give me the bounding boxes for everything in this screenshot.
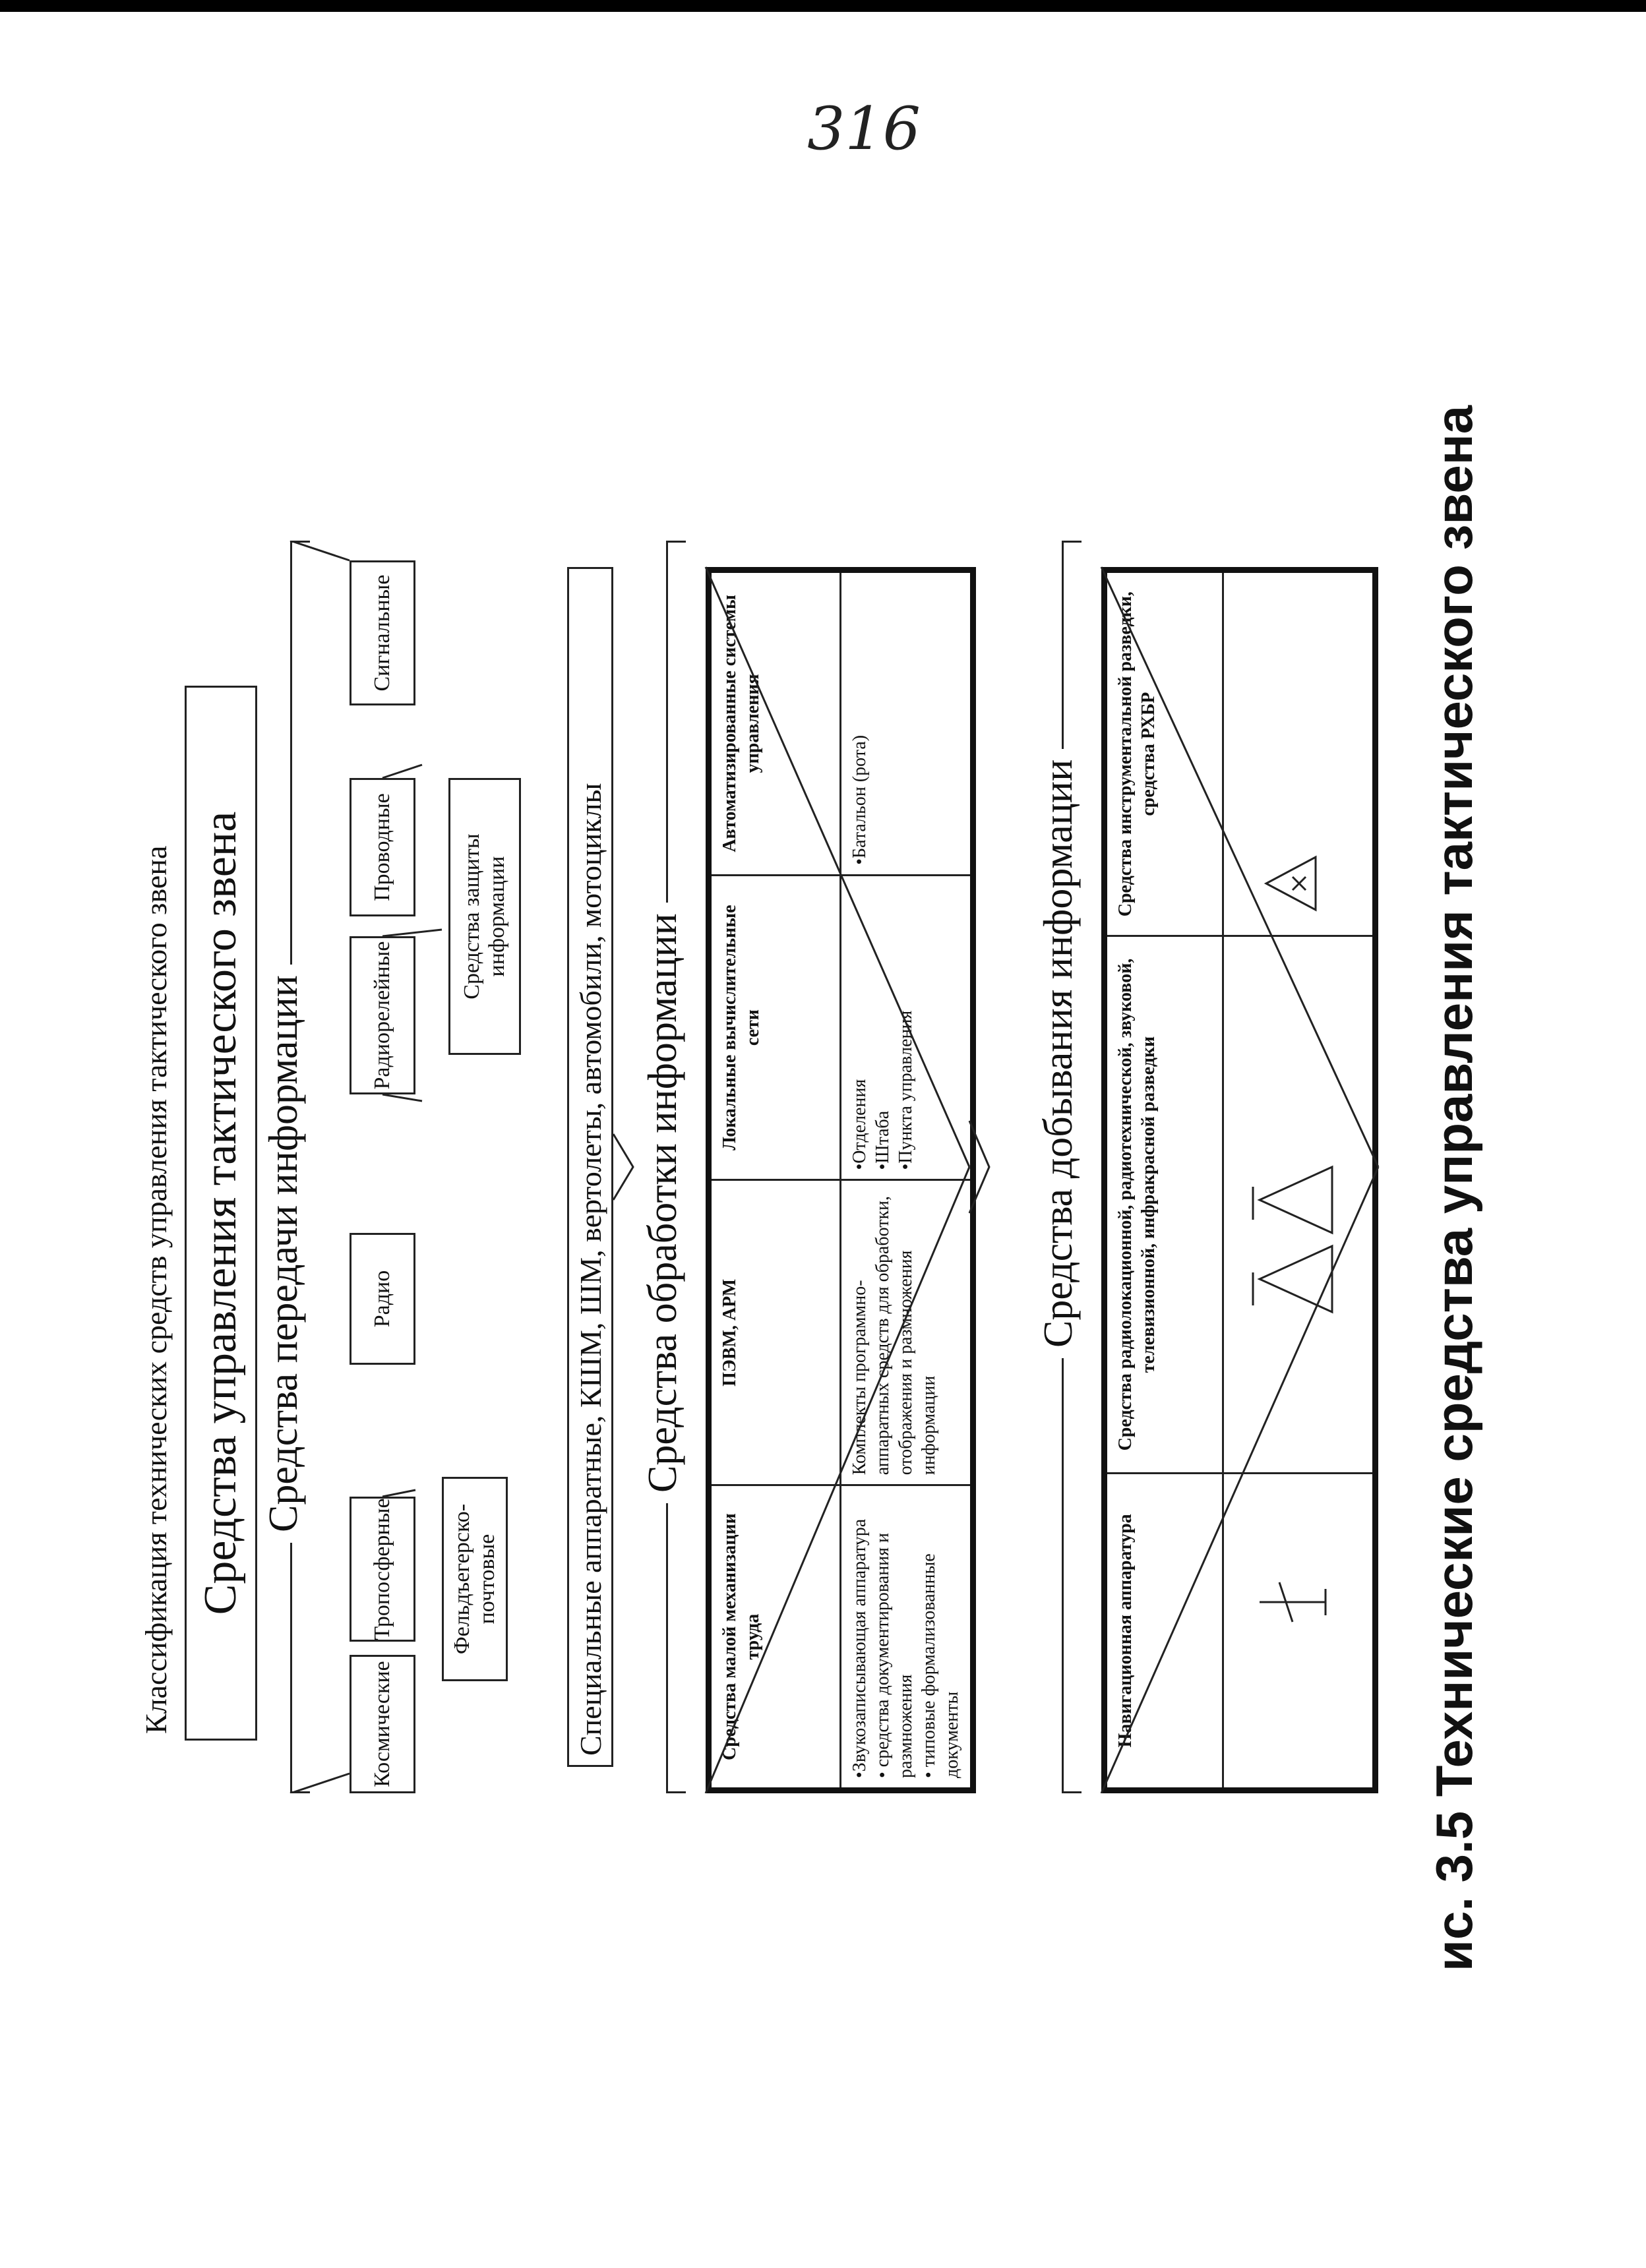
figure-caption: ис. 3.5 Технические средства управления тактического звена	[1424, 405, 1483, 1971]
list-item: •Пункта управления	[896, 1010, 916, 1170]
list-item: • типовые формализованные документы	[919, 1553, 962, 1778]
processing-table	[706, 567, 976, 1793]
transmission-item-space: Космические	[350, 1655, 415, 1793]
page-number: 316	[807, 94, 921, 164]
transmission-item-relay: Радиорелейные	[350, 936, 415, 1094]
acquisition-head-recon: Средства радиолокационной, радиотехнической, звуковой, телевизионной, инфракрасной разведки	[1105, 936, 1223, 1473]
processing-cell-mechanization	[841, 1485, 973, 1791]
processing-cell-pc	[841, 1180, 973, 1485]
list-item: Комплекты программно-аппаратных средств для обработки, отображения и размножения информации	[849, 1195, 939, 1476]
processing-cell-lan	[841, 875, 973, 1180]
main-title-box	[185, 686, 257, 1741]
list-item: •Звукозаписывающая аппаратура	[849, 1518, 870, 1778]
transmission-item-wire: Проводные	[350, 778, 415, 916]
acquisition-cell-navigation	[1223, 1473, 1376, 1790]
processing-head-pc: ПЭВМ, АРМ	[709, 1180, 841, 1485]
acquisition-head-instrumental: Средства инструментальной разведки, средства РХБР	[1105, 570, 1223, 936]
scan-top-edge	[0, 0, 1646, 12]
processing-head-asu: Автоматизированные системы управления	[709, 570, 841, 876]
processing-head-lan: Локальные вычислительные сети	[709, 875, 841, 1180]
processing-title: Средства обработки информации	[640, 903, 686, 1503]
list-item: •Отделения	[849, 1079, 870, 1170]
acquisition-cell-instrumental	[1223, 570, 1376, 936]
acquisition-table	[1101, 567, 1378, 1793]
list-item: •Штаба	[872, 1110, 893, 1170]
list-item: • средства документирования и размножения	[872, 1532, 916, 1778]
transmission-sub-protection: Средства защиты информации	[448, 778, 521, 1055]
transmission-title: Средства передачи информации	[260, 965, 307, 1543]
classification-title: Классификация технических средств управления тактического звена	[139, 845, 173, 1734]
vehicles-bar: Специальные аппаратные, КШМ, ШМ, вертолеты, автомобили, мотоциклы	[567, 567, 613, 1767]
processing-head-mechanization: Средства малой механизации труда	[709, 1485, 841, 1791]
vehicles-chevron	[613, 1134, 633, 1200]
acquisition-head-navigation: Навигационная аппаратура	[1105, 1473, 1223, 1790]
rotated-diagram	[132, 541, 1517, 1793]
transmission-sub-courier: Фельдъегерско-почтовые	[442, 1477, 508, 1681]
main-title: Средства управления тактического звена	[195, 811, 246, 1615]
transmission-item-radio: Радио	[350, 1233, 415, 1365]
transmission-item-signal: Сигнальные	[350, 560, 415, 705]
acquisition-title: Средства добывания информации	[1035, 749, 1082, 1358]
transmission-item-tropo: Тропосферные	[350, 1497, 415, 1642]
processing-cell-asu	[841, 570, 973, 876]
list-item: •Батальон (рота)	[849, 734, 870, 865]
acquisition-cell-recon	[1223, 936, 1376, 1473]
